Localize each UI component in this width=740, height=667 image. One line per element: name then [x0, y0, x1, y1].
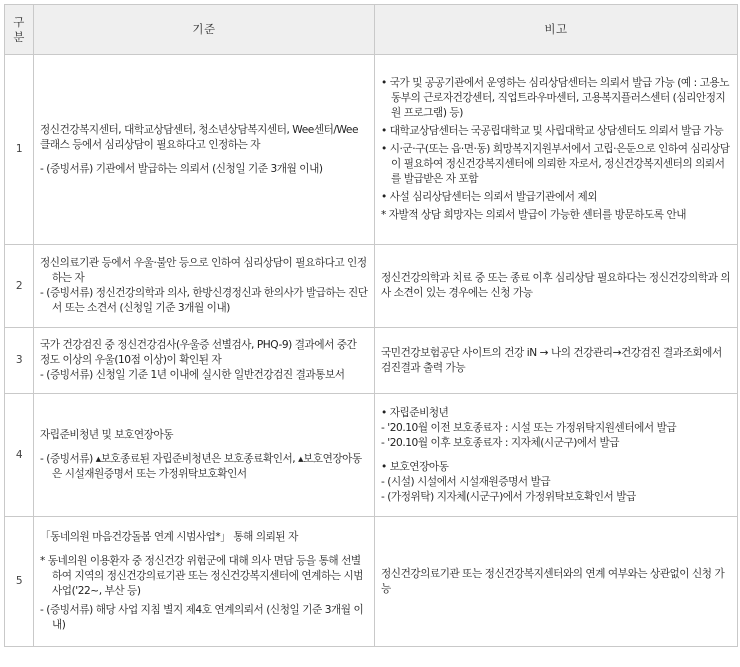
- criteria-cell: [34, 245, 375, 328]
- header-criteria: 기준: [34, 5, 375, 55]
- notes-cell: [375, 394, 738, 517]
- criteria-main: 정신의료기관 등에서 우울·불안 등으로 인하여 심리상담이 필요하다고 인정하는 자: [40, 257, 367, 284]
- header-row: [5, 5, 738, 55]
- criteria-main: 국가 건강검진 중 정신건강검사(우울증 선별검사, PHQ-9) 결과에서 중간 정도 이상의 우울(10점 이상)이 확인된 자: [40, 339, 357, 366]
- criteria-title: 「동네의원 마음건강돌봄 연계 시범사업*」 통해 의뢰된 자: [40, 531, 298, 543]
- criteria-main: 자립준비청년 및 보호연장아동: [40, 429, 174, 441]
- row-number: 2: [5, 245, 34, 328]
- note-item: - (가정위탁) 지자체(시군구)에서 가정위탁보호확인서 발급: [381, 490, 636, 503]
- row-number: 5: [5, 517, 34, 647]
- table-row: [5, 394, 738, 517]
- note-item: • 보호연장아동: [381, 460, 449, 473]
- note-item: * 자발적 상담 희망자는 의뢰서 발급이 가능한 센터를 방문하도록 안내: [381, 209, 687, 221]
- table-row: [5, 328, 738, 394]
- criteria-footnote: * 동네의원 이용환자 중 정신건강 위험군에 대해 의사 면담 등을 통해 선별하여 지역의 정신건강의료기관 또는 정신건강복지센터에 연계하는 시범사업('22~, 부산 등): [40, 555, 364, 597]
- criteria-cell: [34, 328, 375, 394]
- notes-cell: [375, 328, 738, 394]
- notes-cell: [375, 245, 738, 328]
- header-category: 구 분: [5, 5, 34, 55]
- criteria-evidence: - (증빙서류) 신청일 기준 1년 이내에 실시한 일반건강검진 결과통보서: [40, 369, 345, 381]
- table-row: [5, 55, 738, 245]
- header-notes: 비고: [375, 5, 738, 55]
- row-number: 1: [5, 55, 34, 245]
- criteria-evidence: - (증빙서류) 해당 사업 지침 별지 제4호 연계의뢰서 (신청일 기준 3개월 이내): [40, 604, 364, 631]
- criteria-main: 정신건강복지센터, 대학교상담센터, 청소년상담복지센터, Wee센터/Wee 클래스 등에서 심리상담이 필요하다고 인정하는 자: [40, 123, 359, 151]
- note-item: - '20.10월 이후 보호종료자 : 지자체(시군구)에서 발급: [381, 436, 620, 449]
- criteria-cell: [34, 517, 375, 647]
- note-item: • 자립준비청년: [381, 406, 449, 419]
- row-number: 4: [5, 394, 34, 517]
- note-text: 정신건강의학과 치료 중 또는 종료 이후 심리상담 필요하다는 정신건강의학과 의사 소견이 있는 경우에는 신청 가능: [381, 272, 731, 299]
- notes-cell: [375, 517, 738, 647]
- criteria-evidence: - (증빙서류) 기관에서 발급하는 의뢰서 (신청일 기준 3개월 이내): [40, 162, 323, 175]
- note-item: • 대학교상담센터는 국공립대학교 및 사립대학교 상담센터도 의뢰서 발급 가능: [381, 125, 724, 137]
- table-row: [5, 245, 738, 328]
- note-text: 국민건강보험공단 사이트의 건강 iN → 나의 건강관리→건강검진 결과조회에서 검진결과 출력 가능: [381, 346, 722, 374]
- table-row: [5, 517, 738, 647]
- note-item: - (시설) 시설에서 시설재원증명서 발급: [381, 475, 551, 488]
- row-number: 3: [5, 328, 34, 394]
- note-item: • 사설 심리상담센터는 의뢰서 발급기관에서 제외: [381, 191, 598, 203]
- notes-cell: [375, 55, 738, 245]
- note-text: 정신건강의료기관 또는 정신건강복지센터와의 연계 여부와는 상관없이 신청 가능: [381, 567, 725, 595]
- criteria-evidence: - (증빙서류) ▴보호종료된 자립준비청년은 보호종료확인서, ▴보호연장아동은 시설재원증명서 또는 가정위탁보호확인서: [40, 453, 362, 480]
- criteria-cell: [34, 394, 375, 517]
- note-item: • 시·군·구(또는 읍·면·동) 희망복지지원부서에서 고립·은둔으로 인하여 심리상담이 필요하여 정신건강복지센터에 의뢰한 자로서, 정신건강복지센터의 의뢰서를 발급받은 자 포함: [381, 143, 730, 185]
- note-item: • 국가 및 공공기관에서 운영하는 심리상담센터는 의뢰서 발급 가능 (예 : 고용노동부의 근로자건강센터, 직업트라우마센터, 고용복지플러스센터 (심리안정지원 프로그램) 등): [381, 77, 729, 119]
- criteria-cell: [34, 55, 375, 245]
- criteria-evidence: - (증빙서류) 정신건강의학과 의사, 한방신경정신과 한의사가 발급하는 진단서 또는 소견서 (신청일 기준 3개월 이내): [40, 287, 368, 314]
- criteria-table: [4, 4, 738, 647]
- note-item: - '20.10월 이전 보호종료자 : 시설 또는 가정위탁지원센터에서 발급: [381, 421, 677, 434]
